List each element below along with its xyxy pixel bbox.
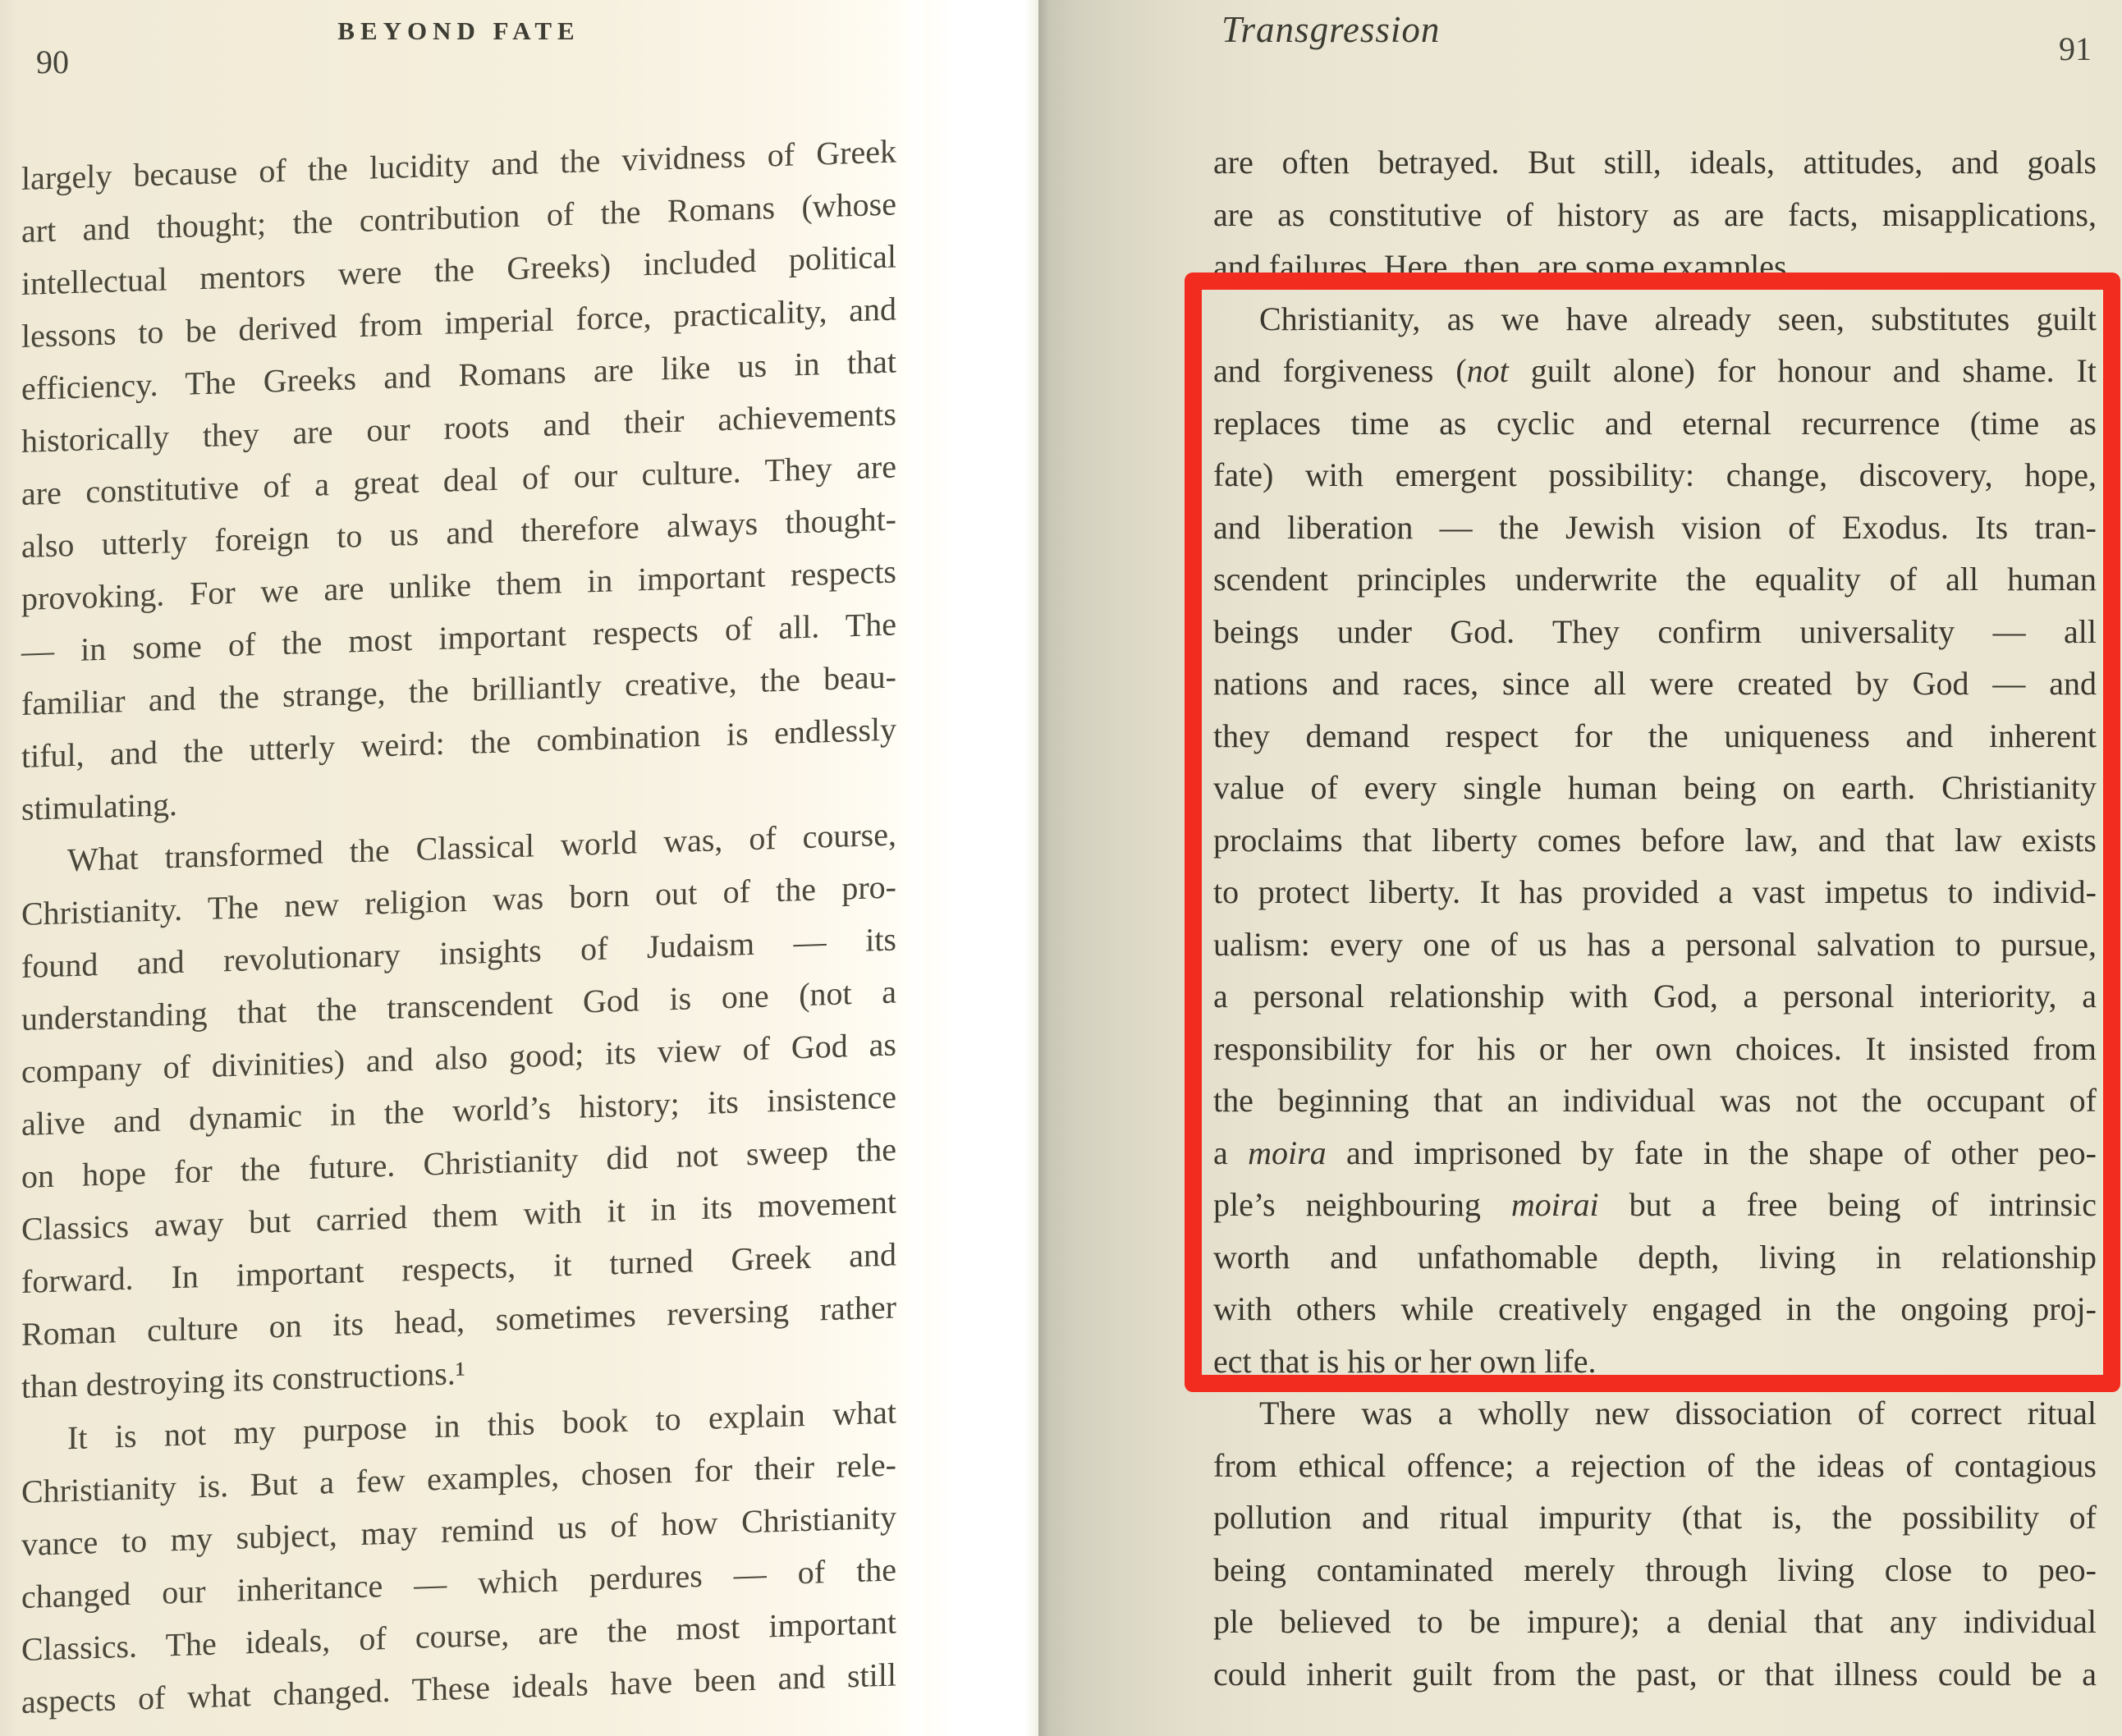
text-line: than destroying its constructions.¹ (21, 1354, 465, 1405)
text-line: they demand respect for the uniqueness and inherent (1213, 717, 2097, 754)
left-page-body-text (21, 125, 896, 1729)
text-line: efficiency. The Greeks and Romans are like us in that (21, 342, 896, 407)
text-line: aspects of what changed. These ideals have been and still (21, 1656, 896, 1720)
text-line: ect that is his or her own life. (1213, 1342, 1597, 1380)
text-line: value of every single human being on earth. Christianity (1213, 769, 2097, 806)
text-line: historically they are our roots and their achievements (21, 395, 896, 460)
text-line: nations and races, since all were created by God — and (1213, 665, 2097, 702)
text-line: a moira and imprisoned by fate in the shape of other peo- (1213, 1134, 2097, 1171)
text-line: familiar and the strange, the brilliantly creative, the beau- (21, 657, 896, 722)
text-line: being contaminated merely through living close to peo- (1213, 1550, 2097, 1588)
text-line: ualism: every one of us has a personal salvation to pursue, (1213, 925, 2097, 963)
text-line: and failures. Here, then, are some examples. (1213, 248, 1795, 285)
text-line: also utterly foreign to us and therefore always thought- (21, 500, 896, 565)
text-line: and forgiveness (not guilt alone) for honour and shame. It (1213, 352, 2097, 389)
text-line: from ethical offence; a rejection of the ideas of contagious (1213, 1446, 2097, 1484)
text-line: Classics away but carried them with it in its movement (21, 1183, 896, 1248)
right-page-body-text (1213, 136, 2097, 1700)
text-line: found and revolutionary insights of Judaism — its (21, 920, 896, 985)
running-header-right: Transgression (1221, 9, 1441, 50)
text-line: Classics. The ideals, of course, are the most important (21, 1603, 896, 1668)
text-line: What transformed the Classical world was, of course, (67, 815, 896, 879)
text-line: ple believed to be impure); a denial that any individual (1213, 1603, 2097, 1640)
text-line: art and thought; the contribution of the Romans (whose (21, 185, 896, 250)
text-line: are as constitutive of history as are facts, misapplications, (1213, 195, 2097, 233)
text-line: worth and unfathomable depth, living in relationship (1213, 1238, 2097, 1276)
text-line: and liberation — the Jewish vision of Exodus. Its tran- (1213, 508, 2097, 546)
text-line: fate) with emergent possibility: change, discovery, hope, (1213, 456, 2097, 493)
text-line: responsibility for his or her own choices. It insisted from (1213, 1029, 2097, 1067)
text-line: intellectual mentors were the Greeks) included political (21, 237, 896, 302)
text-line: alive and dynamic in the world’s history; its insistence (21, 1078, 896, 1143)
text-line: tiful, and the utterly weird: the combination is endlessly (21, 710, 896, 775)
text-line: understanding that the transcendent God is one (not a (21, 973, 896, 1037)
text-line: — in some of the most important respects of all. The (21, 605, 896, 670)
text-line: Christianity. The new religion was born out of the pro- (21, 868, 896, 932)
text-line: largely because of the lucidity and the vividness of Greek (21, 132, 896, 197)
text-line: Roman culture on its head, sometimes reversing rather (21, 1288, 896, 1353)
text-line: company of divinities) and also good; its view of God as (21, 1025, 896, 1090)
text-line: changed our inheritance — which perdures — of the (21, 1550, 896, 1615)
page-number-left: 90 (36, 44, 69, 80)
text-line: There was a wholly new dissociation of correct ritual (1259, 1395, 2097, 1431)
text-line: vance to my subject, may remind us of how Christianity (21, 1498, 896, 1563)
text-line: are constitutive of a great deal of our culture. They are (21, 447, 896, 512)
text-line: replaces time as cyclic and eternal recurrence (time as (1213, 404, 2097, 442)
page-gutter (924, 0, 1038, 1736)
text-line: scendent principles underwrite the equality of all human (1213, 561, 2097, 598)
text-line: It is not my purpose in this book to explain what (67, 1393, 896, 1457)
text-line: to protect liberty. It has provided a vast impetus to individ- (1213, 873, 2097, 910)
text-line: Christianity, as we have already seen, substitutes guilt (1259, 300, 2097, 337)
text-line: are often betrayed. But still, ideals, attitudes, and goals (1213, 144, 2097, 181)
text-line: ple’s neighbouring moirai but a free being of intrinsic (1213, 1186, 2097, 1223)
text-line: a personal relationship with God, a personal interiority, a (1213, 978, 2097, 1015)
text-line: stimulating. (21, 786, 177, 827)
text-line: with others while creatively engaged in the ongoing proj- (1213, 1290, 2097, 1327)
text-line: beings under God. They confirm universality — all (1213, 612, 2097, 650)
text-line: lessons to be derived from imperial force, practicality, and (21, 290, 896, 355)
text-line: forward. In important respects, it turned Greek and (21, 1235, 896, 1300)
text-line: pollution and ritual impurity (that is, the possibility of (1213, 1499, 2097, 1536)
page-number-right: 91 (2059, 30, 2092, 67)
text-line: on hope for the future. Christianity did not sweep the (21, 1130, 896, 1195)
text-line: provoking. For we are unlike them in important respects (21, 552, 896, 617)
text-line: the beginning that an individual was not the occupant of (1213, 1082, 2097, 1119)
text-line: proclaims that liberty comes before law, and that law exists (1213, 821, 2097, 859)
text-line: could inherit guilt from the past, or that illness could be a (1213, 1655, 2097, 1692)
text-line: Christianity is. But a few examples, chosen for their rele- (21, 1445, 896, 1510)
running-header-left: BEYOND FATE (337, 16, 580, 45)
